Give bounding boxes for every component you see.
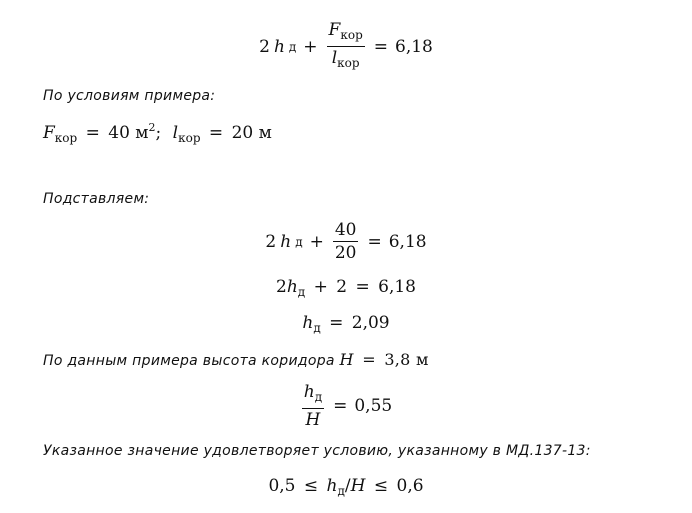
eq1-plus: + xyxy=(303,36,318,57)
eq1-h-var: h xyxy=(273,36,285,57)
given-eq2: = xyxy=(208,123,224,143)
eq2-equals: = xyxy=(367,231,382,252)
eq4-h-sub: д xyxy=(313,321,321,335)
eq6-le1: ≤ xyxy=(303,476,319,496)
eq2-plus: + xyxy=(309,231,324,252)
eq2-fraction xyxy=(333,220,359,263)
conditions-label: По условиям примера: xyxy=(43,88,216,104)
eq6-high: 0,6 xyxy=(396,476,424,496)
eq3-plus: + xyxy=(313,277,328,297)
eq2-h-var: h xyxy=(280,231,292,252)
eq5-fraction xyxy=(302,382,324,430)
given-f-sub: кор xyxy=(54,131,78,145)
given-f-var: F xyxy=(43,123,55,143)
given-l-sub: кор xyxy=(178,131,201,145)
given-l-value: 20 м xyxy=(231,123,272,143)
substitute-label: Подставляем: xyxy=(43,191,150,207)
eq5-rhs: 0,55 xyxy=(354,396,393,416)
eq3-h-sub: д xyxy=(297,285,306,299)
equation-2 xyxy=(0,220,692,263)
eq2-denominator: 20 xyxy=(334,243,357,263)
eq1-denominator xyxy=(330,47,362,73)
eq1-num-var: F xyxy=(328,20,341,40)
eq6-h-sub: д xyxy=(337,484,345,498)
eq4-rhs: 2,09 xyxy=(351,313,390,333)
height-prefix: По данным примера высота коридора xyxy=(43,353,335,369)
eq3-equals: = xyxy=(355,277,370,297)
eq2-rhs: 6,18 xyxy=(388,231,427,252)
equation-4 xyxy=(0,313,692,335)
eq4-equals: = xyxy=(329,313,344,333)
given-f-value: 40 м xyxy=(108,123,149,143)
eq1-numerator xyxy=(327,20,365,47)
eq5-denominator xyxy=(304,409,323,430)
equation-1 xyxy=(0,20,692,73)
conclusion-label: Указанное значение удовлетворяет условию, указанному в МД.137-13: xyxy=(43,443,591,459)
eq1-coef: 2 xyxy=(259,36,270,57)
eq3-h-var: h xyxy=(286,277,298,297)
eq6-h-var: h xyxy=(326,476,338,496)
eq3-coef: 2 xyxy=(276,277,287,297)
height-var: H xyxy=(339,350,354,369)
eq2-h-sub: д xyxy=(295,234,303,249)
eq6-le2: ≤ xyxy=(373,476,389,496)
eq3-rhs: 6,18 xyxy=(378,277,416,297)
eq6-slash: / xyxy=(344,476,351,496)
eq6-low: 0,5 xyxy=(268,476,296,496)
given-eq1: = xyxy=(85,123,100,143)
eq4-h-var: h xyxy=(302,313,314,333)
given-values xyxy=(43,121,272,145)
given-f-sup: 2 xyxy=(148,121,156,134)
eq1-fraction xyxy=(327,20,365,73)
eq5-num-var: h xyxy=(303,382,315,402)
eq1-num-sub: кор xyxy=(340,28,363,42)
height-value: 3,8 м xyxy=(384,350,429,369)
height-sentence xyxy=(43,350,429,369)
given-sep: ; xyxy=(155,123,162,143)
given-l-var: l xyxy=(172,123,179,143)
eq1-rhs: 6,18 xyxy=(395,36,433,57)
eq2-numerator: 40 xyxy=(334,220,357,240)
eq1-equals: = xyxy=(373,36,388,57)
eq5-num-sub: д xyxy=(314,390,323,404)
equation-3 xyxy=(0,277,692,299)
eq6-H-var: H xyxy=(350,476,366,496)
height-equals: = xyxy=(362,350,376,369)
eq5-equals: = xyxy=(333,396,348,416)
equation-6 xyxy=(0,476,692,498)
equation-5 xyxy=(0,382,692,430)
eq1-den-var: l xyxy=(331,48,338,68)
eq1-den-sub: кор xyxy=(337,56,360,70)
eq5-den-var: H xyxy=(305,410,321,430)
height-formula xyxy=(340,350,429,369)
eq2-coef: 2 xyxy=(265,231,277,252)
eq1-h-sub: д xyxy=(288,39,297,54)
eq3-term: 2 xyxy=(336,277,348,297)
eq5-numerator xyxy=(302,382,324,409)
